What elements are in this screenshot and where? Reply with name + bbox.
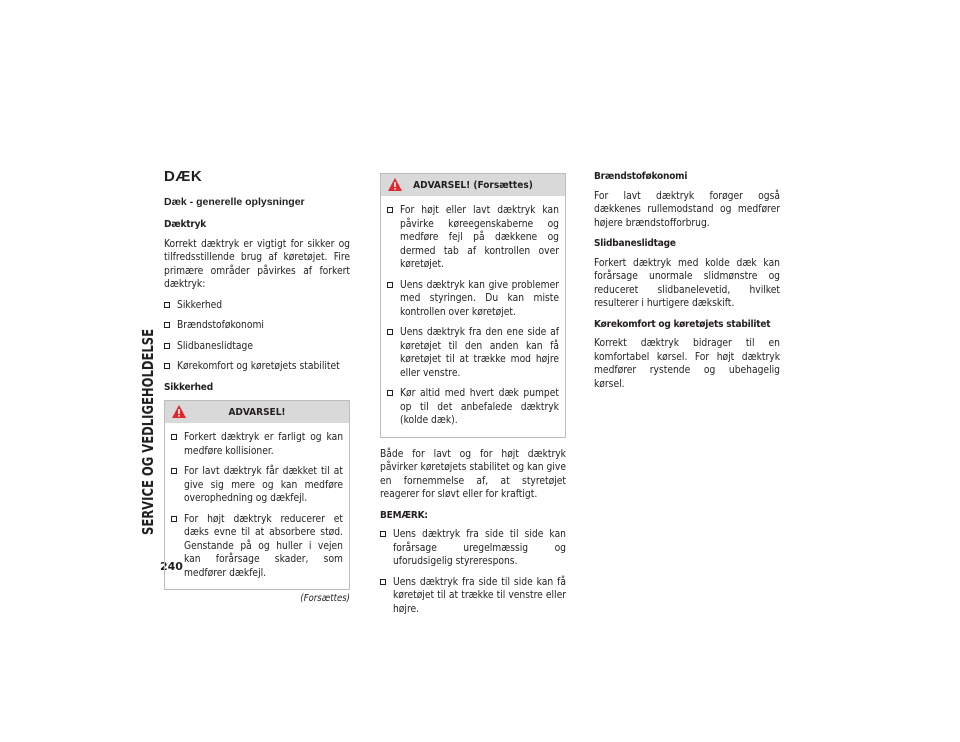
list-item: Kørekomfort og køretøjets stabilitet <box>164 360 350 374</box>
heading-daektryk: Dæktryk <box>164 219 207 230</box>
warning-item: Uens dæktryk fra den ene side af køretøjet til den anden kan få køretøjet til at trække mod højre eller venstre. <box>387 326 559 380</box>
chapter-side-title-text: SERVICE OG VEDLIGEHOLDELSE <box>139 259 157 535</box>
warning-title: ADVARSEL! (Forsættes) <box>413 180 533 191</box>
column-3 <box>594 170 780 398</box>
heading-braendstofokonomi: Brændstoføkonomi <box>594 171 688 182</box>
warning-header <box>165 401 349 423</box>
warning-title: ADVARSEL! <box>228 407 286 418</box>
continued-label: (Forsættes) <box>300 593 350 604</box>
note-item: Uens dæktryk fra side til side kan forårsage uregelmæssig og uforudsigelig styrerespons. <box>380 528 566 569</box>
intro-paragraph: Korrekt dæktryk er vigtigt for sikker og tilfredsstillende brug af køretøjet. Fire primære områder påvirkes af forkert dæktryk: <box>164 238 350 290</box>
warning-item: Uens dæktryk kan give problemer med styringen. Du kan miste kontrollen over køretøjet. <box>387 279 559 320</box>
heading-slidbaneslidtage: Slidbaneslidtage <box>594 238 676 249</box>
column-2 <box>380 173 566 623</box>
section-subtitle: Dæk - generelle oplysninger <box>164 195 305 208</box>
warning-item: For højt eller lavt dæktryk kan påvirke køreegenskaberne og medføre fejl på dækkene og dermed tab af kontrollen over køretøjet. <box>387 204 559 272</box>
column-1 <box>164 170 350 606</box>
warning-item: Forkert dæktryk er farligt og kan medføre kollisioner. <box>171 431 343 458</box>
chapter-side-title <box>136 165 158 565</box>
note-label: BEMÆRK: <box>380 509 428 521</box>
warning-box-continued <box>380 173 566 438</box>
heading-sikkerhed: Sikkerhed <box>164 381 213 393</box>
affected-areas-list <box>164 299 350 374</box>
page-number: 240 <box>160 560 183 573</box>
warning-body <box>381 196 565 437</box>
paragraph-korekomfort: Korrekt dæktryk bidrager til en komfortabel kørsel. For højt dæktryk medfører rystende og ubehagelig kørsel. <box>594 338 780 390</box>
warning-body <box>165 423 349 589</box>
warning-box <box>164 400 350 590</box>
note-item: Uens dæktryk fra side til side kan få køretøjet til at trække til venstre eller højre. <box>380 576 566 617</box>
list-item: Slidbaneslidtage <box>164 340 350 354</box>
warning-item: For lavt dæktryk får dækket til at give sig mere og kan medføre overophedning og dækfejl. <box>171 465 343 506</box>
warning-header <box>381 174 565 196</box>
stability-paragraph: Både for lavt og for højt dæktryk påvirker køretøjets stabilitet og kan give en fornemmelse af, at styretøjet reagerer for sløvt eller for kraftigt. <box>380 448 566 500</box>
section-title: DÆK <box>164 168 203 185</box>
list-item: Sikkerhed <box>164 299 350 313</box>
paragraph-slidbaneslidtage: Forkert dæktryk med kolde dæk kan forårsage unormale slidmønstre og reduceret slidbanelevetid, hvilket resulterer i hurtigere dækskift. <box>594 257 780 309</box>
paragraph-braendstofokonomi: For lavt dæktryk forøger også dækkenes rullemodstand og medfører højere brændstofforbrug. <box>594 190 780 229</box>
warning-item: For højt dæktryk reducerer et dæks evne til at absorbere stød. Genstande på og huller i vejen kan forårsage skader, som medfører dækfejl. <box>171 513 343 581</box>
heading-korekomfort: Kørekomfort og køretøjets stabilitet <box>594 318 771 330</box>
note-list <box>380 528 566 616</box>
warning-item: Kør altid med hvert dæk pumpet op til det anbefalede dæktryk (kolde dæk). <box>387 387 559 428</box>
list-item: Brændstoføkonomi <box>164 319 350 333</box>
